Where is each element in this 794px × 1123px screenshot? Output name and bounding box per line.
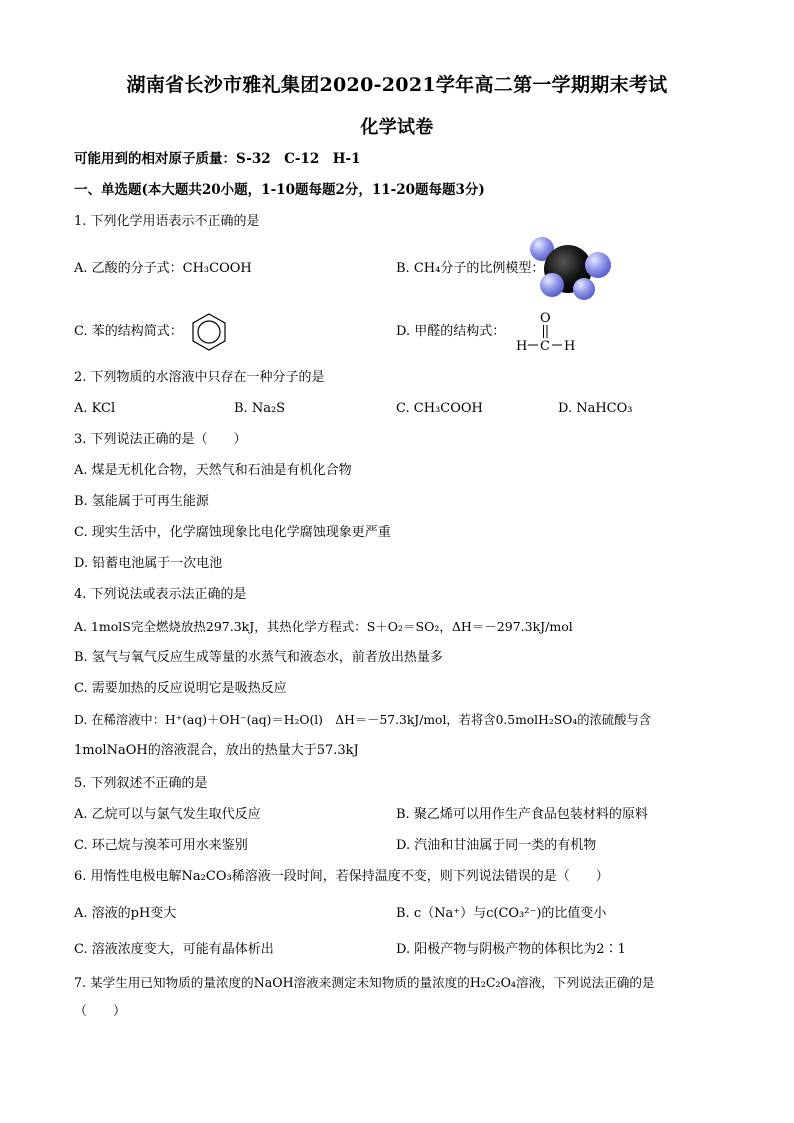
q3-option-d: D. 铅蓄电池属于一次电池 xyxy=(74,556,223,571)
q1-option-c: C. 苯的结构简式： xyxy=(74,324,183,339)
q4-option-d-line1: D. 在稀溶液中：H⁺(aq)＋OH⁻(aq)＝H₂O(l) ΔH＝－57.3kJ/mol，若将含0.5molH₂SO₄的浓硫酸与含 xyxy=(74,713,651,727)
q1-option-d: D. 甲醛的结构式： xyxy=(396,324,506,339)
q2-option-b: B. Na₂S xyxy=(234,401,286,416)
q1-option-a: A. 乙酸的分子式：CH₃COOH xyxy=(74,261,252,276)
hydrogen-atom xyxy=(585,252,611,278)
q4-stem: 4. 下列说法或表示法正确的是 xyxy=(74,587,247,602)
oxygen-label: O xyxy=(540,311,551,326)
exam-title: 湖南省长沙市雅礼集团2020-2021学年高二第一学期期末考试 xyxy=(126,74,668,96)
q2-option-d: D. NaHCO₃ xyxy=(558,401,633,416)
q2-option-a: A. KCl xyxy=(74,401,116,416)
q4-option-a: A. 1molS完全燃烧放热297.3kJ，其热化学方程式：S＋O₂＝SO₂，ΔH＝－297.3kJ/mol xyxy=(74,619,573,634)
exam-subtitle: 化学试卷 xyxy=(360,117,434,138)
section-heading: 一、单选题(本大题共20小题，1-10题每题2分，11-20题每题3分) xyxy=(74,182,485,198)
hydrogen-left-label: H xyxy=(516,339,528,354)
formaldehyde-structure xyxy=(514,310,584,356)
q6-option-c: C. 溶液浓度变大，可能有晶体析出 xyxy=(74,942,274,957)
ch4-space-filling-model xyxy=(522,235,614,301)
q5-option-c: C. 环己烷与溴苯可用水来鉴别 xyxy=(74,838,248,853)
carbon-label: C xyxy=(540,339,550,354)
q3-option-c: C. 现实生活中，化学腐蚀现象比电化学腐蚀现象更严重 xyxy=(74,525,391,540)
q2-option-c: C. CH₃COOH xyxy=(396,401,483,416)
q3-option-b: B. 氢能属于可再生能源 xyxy=(74,494,209,509)
q4-option-b: B. 氢气与氧气反应生成等量的水蒸气和液态水，前者放出热量多 xyxy=(74,650,443,665)
q2-stem: 2. 下列物质的水溶液中只存在一种分子的是 xyxy=(74,370,325,385)
atomic-mass-note: 可能用到的相对原子质量：S-32 C-12 H-1 xyxy=(74,151,361,167)
q1-option-b: B. CH₄分子的比例模型： xyxy=(396,261,545,276)
benzene-structure xyxy=(189,312,229,352)
hydrogen-atom xyxy=(540,273,564,297)
q6-option-b: B. c（Na⁺）与c(CO₃²⁻)的比值变小 xyxy=(396,906,607,921)
q6-option-d: D. 阳极产物与阴极产物的体积比为2∶1 xyxy=(396,942,626,957)
q7-stem: 7. 某学生用已知物质的量浓度的NaOH溶液来测定未知物质的量浓度的H₂C₂O₄溶液，下列说法正确的是 xyxy=(74,975,655,990)
q5-option-d: D. 汽油和甘油属于同一类的有机物 xyxy=(396,838,597,853)
q5-option-a: A. 乙烷可以与氯气发生取代反应 xyxy=(74,807,261,822)
q5-option-b: B. 聚乙烯可以用作生产食品包装材料的原料 xyxy=(396,807,648,822)
q5-stem: 5. 下列叙述不正确的是 xyxy=(74,776,208,791)
q3-option-a: A. 煤是无机化合物，天然气和石油是有机化合物 xyxy=(74,463,352,478)
q4-option-d-line2: 1molNaOH的溶液混合，放出的热量大于57.3kJ xyxy=(74,743,359,758)
q7-answer-paren: （ ） xyxy=(74,1004,127,1019)
hydrogen-atom xyxy=(573,278,595,300)
q1-stem: 1. 下列化学用语表示不正确的是 xyxy=(74,214,260,229)
q6-option-a: A. 溶液的pH变大 xyxy=(74,906,177,921)
q4-option-c: C. 需要加热的反应说明它是吸热反应 xyxy=(74,681,287,696)
q6-stem: 6. 用惰性电极电解Na₂CO₃稀溶液一段时间，若保持温度不变，则下列说法错误的是（ ） xyxy=(74,869,609,884)
q3-stem: 3. 下列说法正确的是（ ） xyxy=(74,432,247,447)
hydrogen-right-label: H xyxy=(564,339,576,354)
